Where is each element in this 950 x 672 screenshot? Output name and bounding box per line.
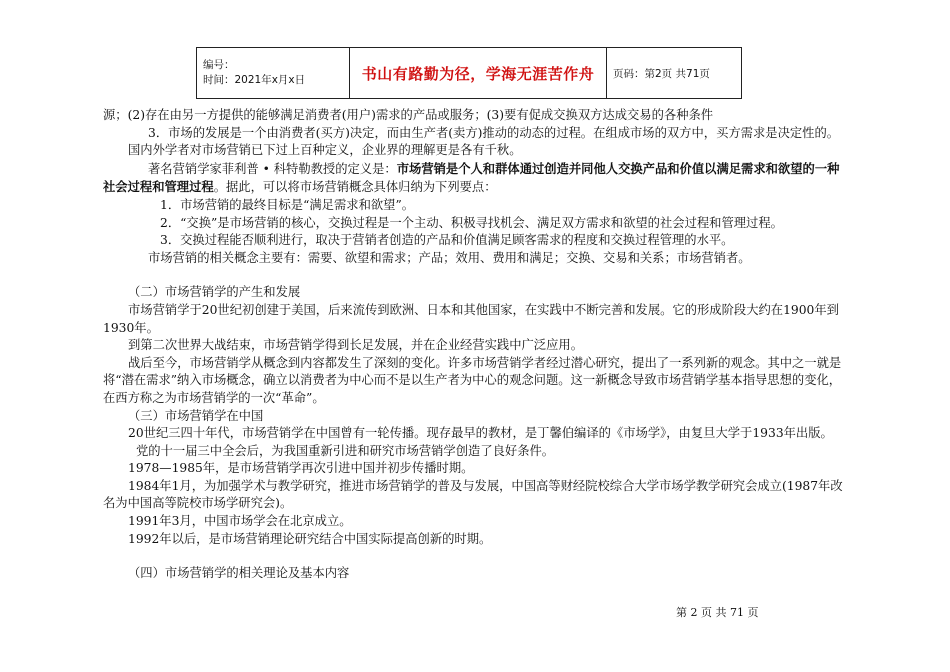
paragraph: 20世纪三四十年代，市场营销学在中国曾有一轮传播。现存最早的教材，是丁馨伯编译的《市场学》，由复旦大学于1933年出版。 bbox=[128, 426, 833, 441]
paragraph: 3．市场的发展是一个由消费者(买方)决定，而由生产者(卖方)推动的动态的过程。在组成市场的双方中，买方需求是决定性的。 bbox=[148, 125, 840, 140]
paragraph: 到第二次世界大战结束，市场营销学得到长足发展，并在企业经营实践中广泛应用。 bbox=[128, 338, 583, 353]
paragraph: 党的十一届三中全会后，为我国重新引进和研究市场营销学创造了良好条件。 bbox=[136, 443, 555, 458]
section-title: （二）市场营销学的产生和发展 bbox=[128, 285, 301, 300]
paragraph: 1984年1月，为加强学术与教学研究，推进市场营销学的普及与发展，中国高等财经院校综合大学市场学教学研究会成立(1987年改名为中国高等院校市场学研究会)。 bbox=[103, 478, 843, 511]
paragraph: 战后至今，市场营销学从概念到内容都发生了深刻的变化。许多市场营销学者经过潜心研究，提出了一系列新的观念。其中之一就是将“潜在需求”纳入市场概念，确立以消费者为中心而不是以生产者为中心的观念问题。这一新概念导致市场营销学基本指导思想的变化，在西方称之为市场营销学的一次“革命”。 bbox=[103, 355, 842, 405]
paragraph: 1978—1985年，是市场营销学再次引进中国并初步传播时期。 bbox=[128, 461, 474, 476]
header-meta-cell bbox=[197, 48, 350, 99]
definition-outro: 。据此，可以将市场营销概念具体归纳为下列要点： bbox=[213, 180, 497, 195]
time-label: 时间：2021年x月x日 bbox=[203, 74, 306, 86]
number-label: 编号： bbox=[203, 59, 235, 71]
spacer bbox=[103, 267, 848, 284]
paragraph: 国内外学者对市场营销已下过上百种定义，企业界的理解更是各有千秋。 bbox=[128, 143, 522, 158]
page-footer: 第 2 页 共 71 页 bbox=[676, 606, 759, 619]
header-motto: 书山有路勤为径，学海无涯苦作舟 bbox=[350, 48, 607, 99]
definition-bold: 市场营销是个人和群体通过创造并同他人交换产品和价值以满足需求和欲望的一种社会过程和管理过程 bbox=[103, 160, 840, 195]
list-item: 3．交换过程能否顺利进行，取决于营销者创造的产品和价值满足顾客需求的程度和交换过程管理的水平。 bbox=[160, 233, 734, 248]
paragraph: 源；(2)存在由另一方提供的能够满足消费者(用户)需求的产品或服务；(3)要有促成交换双方达成交易的各种条件 bbox=[103, 108, 714, 122]
document-body bbox=[103, 107, 848, 583]
paragraph: 市场营销的相关概念主要有：需要、欲望和需求；产品；效用、费用和满足；交换、交易和关系；市场营销者。 bbox=[148, 250, 751, 265]
header-page-info: 页码：第2页 共71页 bbox=[607, 48, 742, 99]
definition-paragraph bbox=[103, 160, 848, 197]
list-item: 1．市场营销的最终目标是“满足需求和欲望”。 bbox=[160, 197, 415, 212]
paragraph: 市场营销学于20世纪初创建于美国，后来流传到欧洲、日本和其他国家，在实践中不断完善和发展。它的形成阶段大约在1900年到1930年。 bbox=[103, 302, 839, 335]
definition-intro: 著名营销学家菲利普 • 科特勒教授的定义是： bbox=[148, 161, 397, 176]
spacer bbox=[103, 548, 848, 565]
document-header bbox=[196, 47, 742, 99]
paragraph: 1992年以后，是市场营销理论研究结合中国实际提高创新的时期。 bbox=[128, 531, 492, 546]
section-title: （三）市场营销学在中国 bbox=[128, 408, 264, 423]
paragraph: 1991年3月，中国市场学会在北京成立。 bbox=[128, 514, 352, 529]
list-item: 2．“交换”是市场营销的核心，交换过程是一个主动、积极寻找机会、满足双方需求和欲望的社会过程和管理过程。 bbox=[160, 215, 783, 230]
section-title: （四）市场营销学的相关理论及基本内容 bbox=[128, 566, 350, 581]
